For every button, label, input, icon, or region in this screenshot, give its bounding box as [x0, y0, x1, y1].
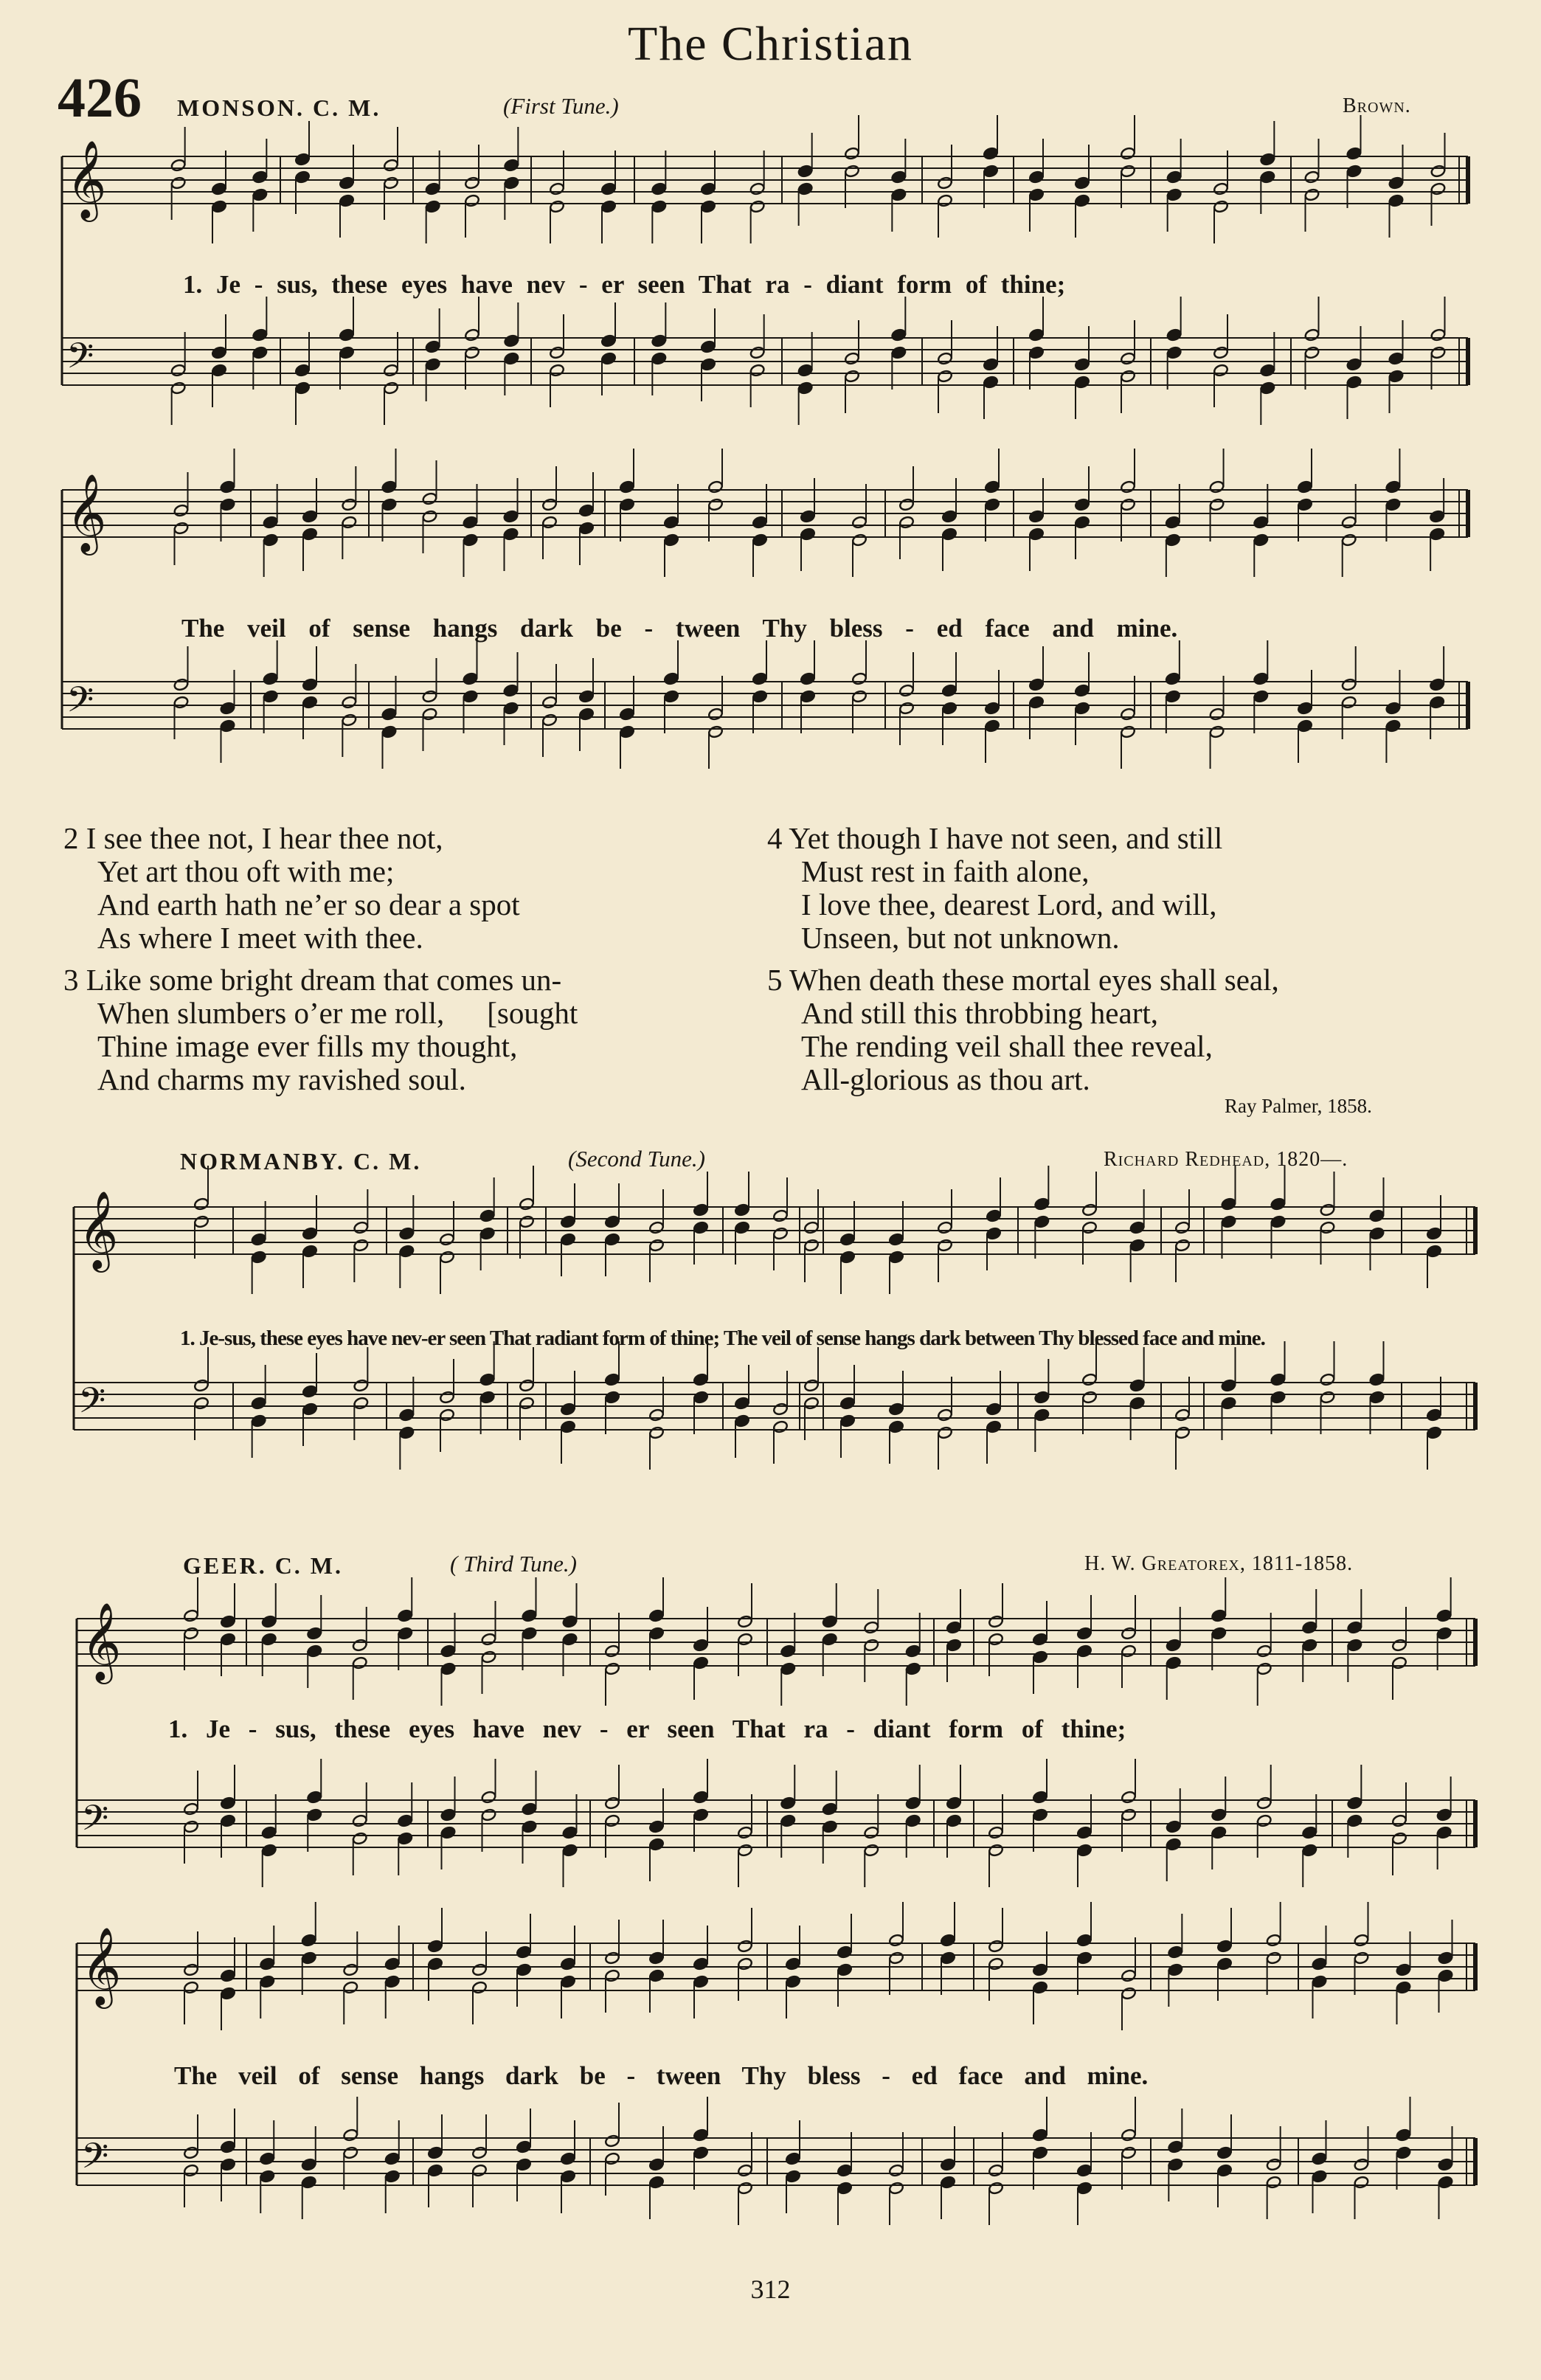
verse-2-line-2: Yet art thou oft with me;	[97, 854, 395, 888]
verse-5-line-1: 5 When death these mortal eyes shall seal,	[767, 963, 1279, 997]
verse-4-line-2: Must rest in faith alone,	[801, 854, 1090, 888]
page-number: 312	[750, 2275, 791, 2304]
svg-text:𝄢: 𝄢	[78, 1380, 106, 1430]
svg-text:𝄞: 𝄞	[81, 1602, 122, 1681]
verse-2-line-3: And earth hath ne’er so dear a spot	[97, 888, 520, 921]
page-header-title: The Christian	[627, 17, 914, 71]
tune-2-lyrics: 1. Je-sus, these eyes have nev-er seen That radiant form of thine; The veil of sense hangs dark between Thy blessed face and mine.	[180, 1326, 1265, 1350]
svg-text:𝄢: 𝄢	[66, 335, 94, 385]
verse-3-line-2-turnover: [sought	[487, 996, 578, 1030]
svg-text:𝄞: 𝄞	[66, 473, 107, 552]
verse-3-line-4: And charms my ravished soul.	[97, 1062, 466, 1096]
verse-4-line-1: 4 Yet though I have not seen, and still	[767, 821, 1223, 855]
verse-5-line-2: And still this throbbing heart,	[801, 996, 1158, 1030]
verse-5-line-4: All-glorious as thou art.	[801, 1062, 1090, 1096]
verse-4-line-3: I love thee, dearest Lord, and will,	[801, 888, 1217, 921]
tune-1-composer: Brown.	[1343, 94, 1411, 117]
svg-text:𝄞: 𝄞	[66, 139, 107, 218]
tune-2-name: NORMANBY. C. M.	[180, 1148, 422, 1175]
tune-1-name: MONSON. C. M.	[177, 94, 381, 121]
hymn-number: 426	[58, 67, 142, 129]
tune-3-lyrics-line-1: 1. Je - sus, these eyes have nev - er seen That ra - diant form of thine;	[168, 1715, 1126, 1743]
verse-3-line-3: Thine image ever fills my thought,	[97, 1029, 518, 1063]
verse-3-line-1: 3 Like some bright dream that comes un-	[63, 963, 562, 997]
verse-5-line-3: The rending veil shall thee reveal,	[801, 1029, 1213, 1063]
verse-2-line-1: 2 I see thee not, I hear thee not,	[63, 821, 443, 855]
svg-text:𝄞: 𝄞	[81, 1926, 122, 2005]
verse-3-line-2-text: When slumbers o’er me roll,	[97, 996, 445, 1030]
tune-1-subtitle: (First Tune.)	[503, 93, 619, 119]
tune-1-lyrics-line-1: 1. Je - sus, these eyes have nev - er seen That ra - diant form of thine;	[183, 270, 1066, 299]
svg-text:𝄢: 𝄢	[66, 679, 94, 729]
svg-text:𝄢: 𝄢	[81, 2135, 109, 2185]
verse-4-line-4: Unseen, but not unknown.	[801, 921, 1120, 955]
tune-1-lyrics-line-2: The veil of sense hangs dark be - tween Thy bless - ed face and mine.	[181, 614, 1178, 643]
tune-3-composer: H. W. Greatorex, 1811-1858.	[1084, 1552, 1354, 1575]
tune-3-name: GEER. C. M.	[183, 1552, 343, 1579]
hymn-author: Ray Palmer, 1858.	[1225, 1095, 1372, 1117]
tune-3-lyrics-line-2: The veil of sense hangs dark be - tween Thy bless - ed face and mine.	[174, 2061, 1149, 2090]
tune-3-subtitle: ( Third Tune.)	[450, 1551, 577, 1577]
svg-text:𝄞: 𝄞	[78, 1190, 119, 1269]
svg-text:𝄢: 𝄢	[81, 1797, 109, 1847]
verse-2-line-4: As where I meet with thee.	[97, 921, 423, 955]
tune-2-subtitle: (Second Tune.)	[568, 1146, 705, 1172]
tune-2-composer: Richard Redhead, 1820—.	[1104, 1148, 1348, 1171]
